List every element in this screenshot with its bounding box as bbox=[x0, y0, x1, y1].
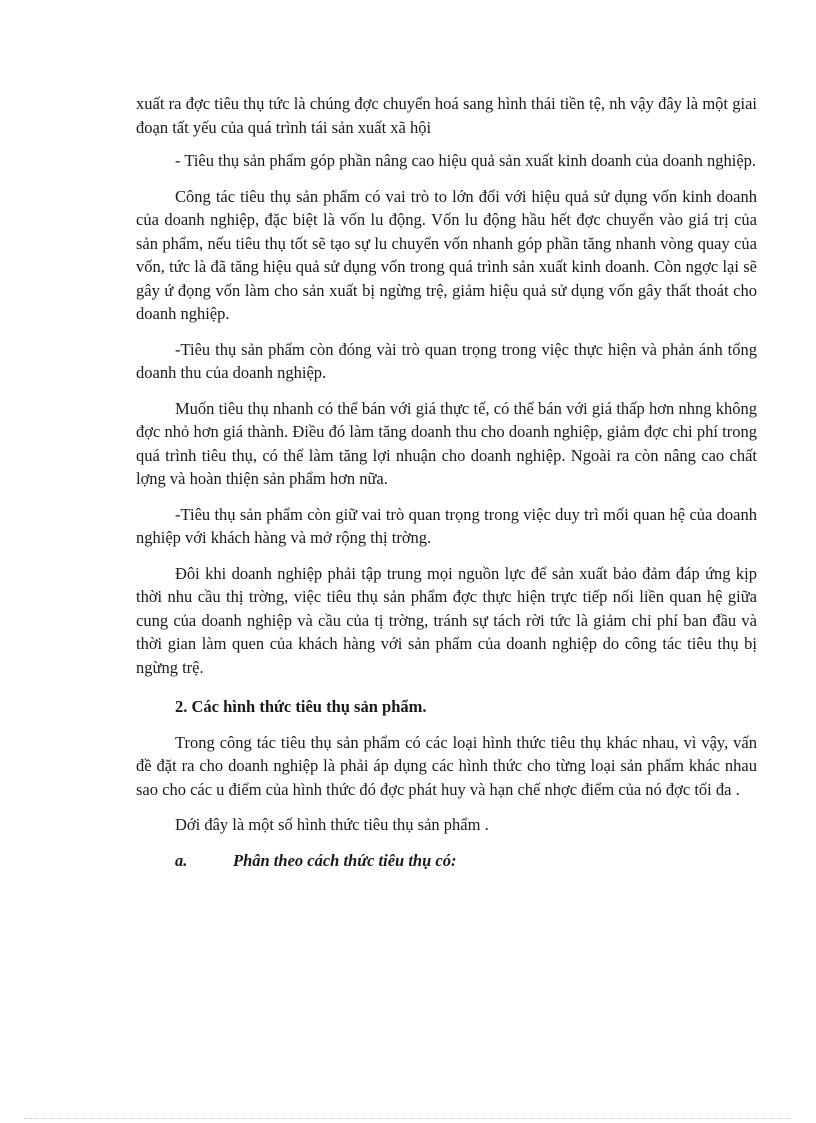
paragraph-forms-list-intro: Dới đây là một số hình thức tiêu thụ sản phẩm . bbox=[175, 815, 489, 834]
paragraph-forms-intro: Trong công tác tiêu thụ sản phẩm có các loại hình thức tiêu thụ khác nhau, vì vậy, vấn đề đặt ra cho doanh nghiệp là phải áp dụng các hình thức cho từng loại sản phẩm khác nhau sao cho các u điểm của hình thức đó đợc phát huy và hạn chế nhợc điểm của nó đợc tối đa . bbox=[136, 732, 757, 799]
page-bottom-divider bbox=[24, 1118, 792, 1119]
paragraph-bullet-efficiency: - Tiêu thụ sản phẩm góp phần nâng cao hiệu quả sản xuất kinh doanh của doanh nghiệp. bbox=[175, 151, 757, 170]
subheading-letter: a. bbox=[175, 850, 188, 870]
subheading-text: Phân theo cách thức tiêu thụ có: bbox=[233, 850, 457, 870]
paragraph-capital-role: Công tác tiêu thụ sản phẩm có vai trò to lớn đối với hiệu quả sử dụng vốn kinh doanh của doanh nghiệp, đặc biệt là vốn lu động. Vốn lu động hầu hết đợc chuyển vào giá trị của sản phẩm, nếu tiêu thụ tốt sẽ tạo sự lu chuyển vốn nhanh góp phần tăng nhanh vòng quay của vốn, tức là đã tăng hiệu quả sử dụng vốn trong quá trình sản xuất kinh doanh. Còn ngợc lại sẽ gây ứ đọng vốn làm cho sản xuất bị ngừng trệ, giảm hiệu quả sử dụng vốn gây thất thoát cho doanh nghiệp. bbox=[136, 186, 757, 323]
paragraph-market-needs: Đôi khi doanh nghiệp phải tập trung mọi nguồn lực để sản xuất bảo đảm đáp ứng kịp thời nhu cầu thị trờng, việc tiêu thụ sản phẩm đợc thực hiện trực tiếp nối liền quan hệ giữa cung của doanh nghiệp và cầu của tị trờng, tránh sự tách rời tức là giảm chi phí ban đầu và thời gian làm quen của khách hàng với sản phẩm của doanh nghiệp do công tác tiêu thụ bị ngừng trệ. bbox=[136, 563, 757, 677]
document-body bbox=[136, 92, 757, 872]
paragraph-pricing: Muốn tiêu thụ nhanh có thể bán với giá thực tế, có thể bán với giá thấp hơn nhng không đợc nhỏ hơn giá thành. Điều đó làm tăng doanh thu cho doanh nghiệp, giảm đợc chi phí trong quá trình tiêu thụ, có thể làm tăng lợi nhuận cho doanh nghiệp. Ngoài ra còn nâng cao chất lợng và hoàn thiện sản phẩm hơn nữa. bbox=[136, 398, 757, 488]
section-heading: 2. Các hình thức tiêu thụ sản phẩm. bbox=[175, 697, 427, 716]
paragraph-bullet-customer: -Tiêu thụ sản phẩm còn giữ vai trò quan trọng trong việc duy trì mối quan hệ của doanh nghiệp với khách hàng và mở rộng thị trờng. bbox=[136, 504, 757, 547]
subheading bbox=[175, 849, 757, 873]
paragraph-continuation: xuất ra đợc tiêu thụ tức là chúng đợc chuyển hoá sang hình thái tiền tệ, nh vậy đây là một giai đoạn tất yếu của quá trình tái sản xuất xã hội bbox=[136, 94, 757, 137]
paragraph-bullet-revenue: -Tiêu thụ sản phẩm còn đóng vài trò quan trọng trong việc thực hiện và phản ánh tổng doanh thu của doanh nghiệp. bbox=[136, 339, 757, 382]
